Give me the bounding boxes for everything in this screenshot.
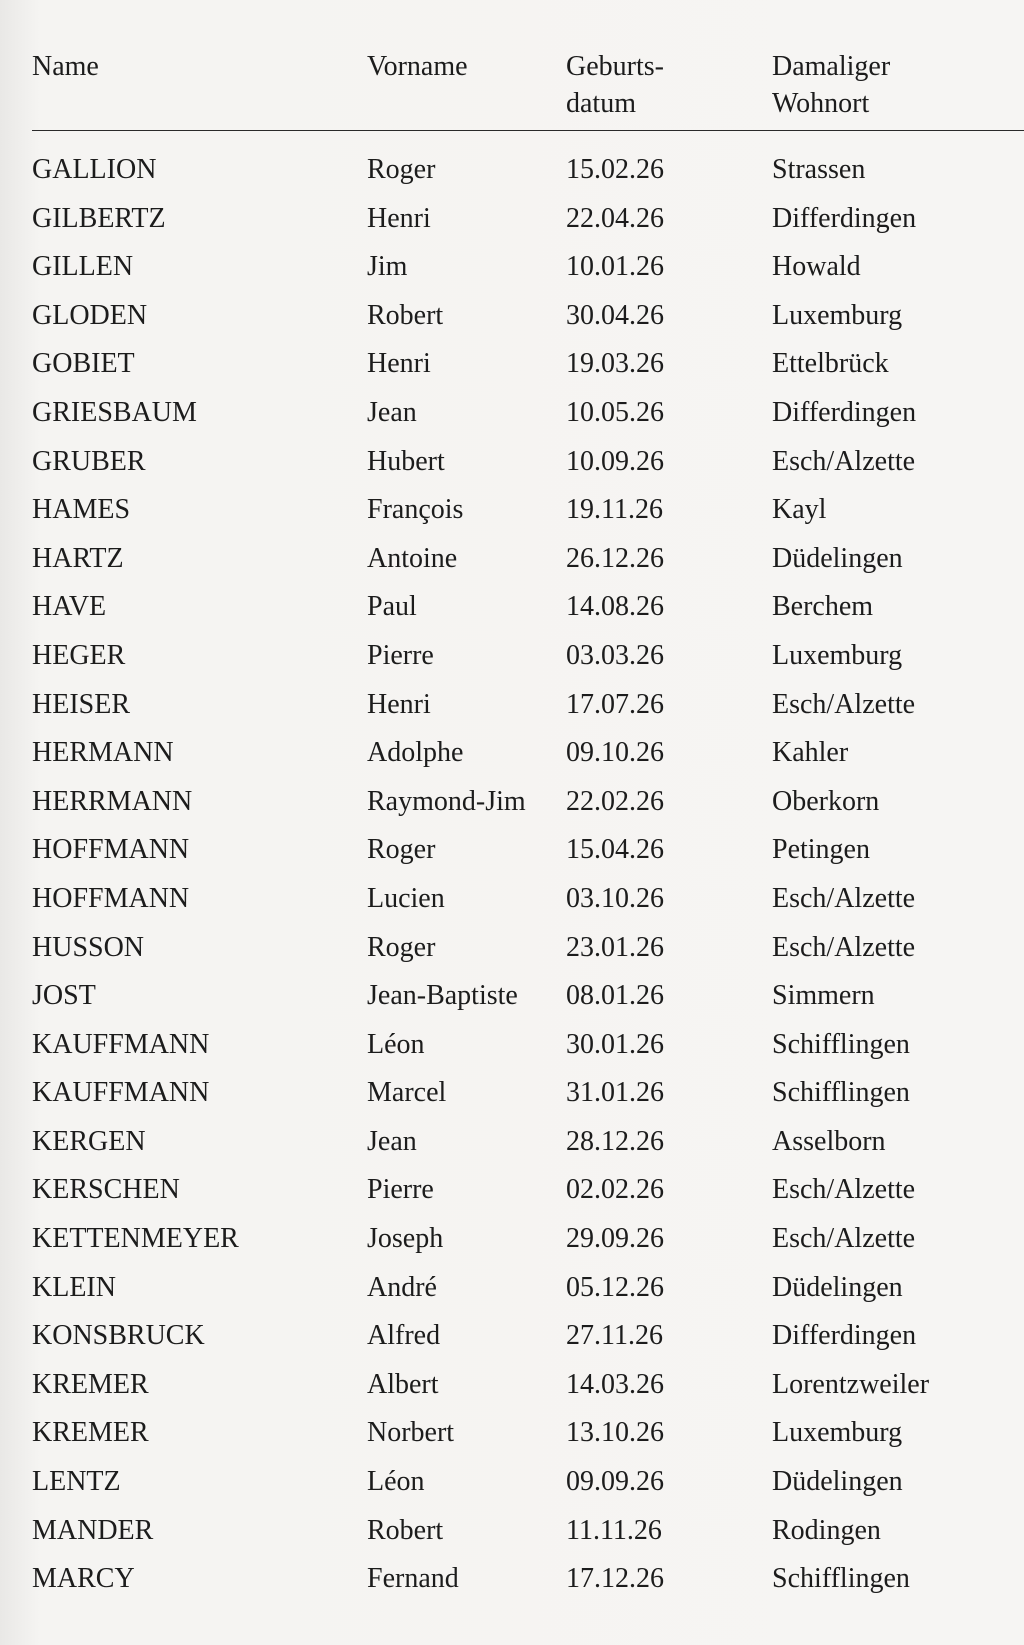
cell-name: GOBIET	[32, 348, 135, 380]
header-residence-line1: Damaliger	[772, 51, 891, 82]
header-birth-line1: Geburts-	[566, 51, 664, 82]
table-row	[32, 639, 1024, 688]
cell-residence: Kahler	[772, 737, 849, 769]
cell-name: HOFFMANN	[32, 882, 190, 914]
table-row	[32, 931, 1024, 980]
cell-first-name: Robert	[367, 1514, 444, 1546]
cell-name: KERSCHEN	[32, 1174, 180, 1206]
cell-name: GALLION	[32, 154, 157, 185]
cell-residence: Howald	[772, 251, 861, 283]
table-row	[32, 542, 1024, 591]
table-row	[32, 1416, 1024, 1465]
cell-name: GILLEN	[32, 251, 134, 283]
table-row	[32, 202, 1024, 251]
table-row	[32, 299, 1024, 348]
cell-residence: Luxemburg	[772, 1417, 903, 1449]
cell-birth-date: 29.09.26	[566, 1223, 664, 1255]
cell-first-name: Antoine	[367, 542, 458, 574]
cell-residence: Luxemburg	[772, 299, 903, 331]
table-row	[32, 882, 1024, 931]
cell-first-name: Norbert	[367, 1417, 455, 1449]
cell-first-name: Pierre	[367, 1174, 434, 1206]
cell-first-name: Fernand	[367, 1563, 459, 1595]
cell-birth-date: 03.10.26	[566, 882, 664, 914]
cell-name: HERMANN	[32, 737, 174, 769]
cell-first-name: Roger	[367, 931, 436, 963]
cell-birth-date: 15.04.26	[566, 834, 664, 866]
cell-first-name: Jean	[367, 1125, 417, 1157]
cell-birth-date: 02.02.26	[566, 1174, 664, 1206]
cell-name: GRUBER	[32, 445, 146, 477]
cell-name: KREMER	[32, 1417, 149, 1449]
table-header	[32, 48, 1024, 128]
table-body	[32, 153, 1024, 1611]
cell-first-name: Paul	[367, 591, 417, 623]
table-row	[32, 1271, 1024, 1320]
table-row	[32, 1028, 1024, 1077]
cell-name: KREMER	[32, 1368, 149, 1400]
cell-first-name: Adolphe	[367, 737, 464, 769]
cell-residence: Schifflingen	[772, 1028, 910, 1060]
cell-birth-date: 10.05.26	[566, 396, 664, 428]
cell-first-name: Roger	[367, 154, 436, 185]
cell-name: HUSSON	[32, 931, 145, 963]
cell-birth-date: 30.04.26	[566, 299, 664, 331]
table-row	[32, 590, 1024, 639]
cell-birth-date: 30.01.26	[566, 1028, 664, 1060]
cell-birth-date: 26.12.26	[566, 542, 664, 574]
cell-residence: Esch/Alzette	[772, 445, 916, 477]
cell-birth-date: 10.09.26	[566, 445, 664, 477]
cell-first-name: Albert	[367, 1368, 439, 1400]
table-row	[32, 250, 1024, 299]
cell-residence: Asselborn	[772, 1125, 886, 1157]
cell-birth-date: 17.12.26	[566, 1563, 664, 1595]
cell-name: GLODEN	[32, 299, 148, 331]
cell-first-name: Jean-Baptiste	[367, 980, 518, 1012]
header-residence-line2: Wohnort	[772, 88, 870, 119]
table-row	[32, 1076, 1024, 1125]
cell-first-name: Pierre	[367, 639, 434, 671]
cell-first-name: Jean	[367, 396, 417, 428]
cell-name: KETTENMEYER	[32, 1223, 239, 1255]
cell-residence: Oberkorn	[772, 785, 880, 817]
table-row	[32, 1319, 1024, 1368]
cell-name: HEGER	[32, 639, 126, 671]
cell-first-name: Roger	[367, 834, 436, 866]
cell-residence: Schifflingen	[772, 1077, 910, 1109]
cell-first-name: Léon	[367, 1466, 425, 1498]
table-row	[32, 1368, 1024, 1417]
header-divider	[32, 130, 1024, 131]
cell-birth-date: 14.08.26	[566, 591, 664, 623]
cell-first-name: Henri	[367, 348, 431, 380]
cell-name: HERRMANN	[32, 785, 193, 817]
header-birth-date	[566, 48, 664, 122]
table-row	[32, 736, 1024, 785]
cell-first-name: Hubert	[367, 445, 445, 477]
table-row	[32, 785, 1024, 834]
cell-birth-date: 08.01.26	[566, 980, 664, 1012]
cell-birth-date: 28.12.26	[566, 1125, 664, 1157]
table-row	[32, 1514, 1024, 1563]
cell-residence: Düdelingen	[772, 1466, 903, 1498]
table-row	[32, 979, 1024, 1028]
cell-first-name: Henri	[367, 688, 431, 720]
cell-birth-date: 22.04.26	[566, 202, 664, 234]
table-row	[32, 1125, 1024, 1174]
cell-first-name: Jim	[367, 251, 408, 283]
cell-birth-date: 03.03.26	[566, 639, 664, 671]
cell-residence: Luxemburg	[772, 639, 903, 671]
cell-residence: Differdingen	[772, 202, 917, 234]
cell-residence: Kayl	[772, 494, 827, 526]
cell-residence: Esch/Alzette	[772, 688, 916, 720]
cell-residence: Lorentzweiler	[772, 1368, 930, 1400]
cell-residence: Düdelingen	[772, 1271, 903, 1303]
header-name	[32, 48, 99, 85]
cell-name: HARTZ	[32, 542, 124, 574]
table-row	[32, 1465, 1024, 1514]
cell-birth-date: 09.10.26	[566, 737, 664, 769]
cell-name: LENTZ	[32, 1466, 121, 1498]
table-row	[32, 493, 1024, 542]
cell-residence: Esch/Alzette	[772, 931, 916, 963]
cell-first-name: Lucien	[367, 882, 445, 914]
cell-first-name: François	[367, 494, 464, 526]
cell-birth-date: 22.02.26	[566, 785, 664, 817]
cell-name: GRIESBAUM	[32, 396, 197, 428]
cell-name: MARCY	[32, 1563, 135, 1595]
cell-birth-date: 15.02.26	[566, 154, 664, 185]
cell-residence: Differdingen	[772, 1320, 917, 1352]
header-first-name-label: Vorname	[367, 51, 468, 82]
cell-birth-date: 10.01.26	[566, 251, 664, 283]
table-row	[32, 347, 1024, 396]
cell-first-name: Léon	[367, 1028, 425, 1060]
cell-first-name: Alfred	[367, 1320, 441, 1352]
cell-residence: Esch/Alzette	[772, 882, 916, 914]
cell-name: JOST	[32, 980, 96, 1012]
cell-residence: Berchem	[772, 591, 874, 623]
cell-name: KAUFFMANN	[32, 1077, 210, 1109]
table-row	[32, 1562, 1024, 1611]
cell-first-name: Marcel	[367, 1077, 447, 1109]
cell-first-name: Robert	[367, 299, 444, 331]
cell-residence: Ettelbrück	[772, 348, 889, 380]
table-row	[32, 445, 1024, 494]
table-row	[32, 1173, 1024, 1222]
header-birth-line2: datum	[566, 88, 636, 119]
table-row	[32, 153, 1024, 202]
header-name-label: Name	[32, 51, 99, 82]
cell-residence: Düdelingen	[772, 542, 903, 574]
cell-first-name: André	[367, 1271, 437, 1303]
cell-birth-date: 05.12.26	[566, 1271, 664, 1303]
cell-residence: Rodingen	[772, 1514, 881, 1546]
cell-name: KERGEN	[32, 1125, 146, 1157]
cell-residence: Differdingen	[772, 396, 917, 428]
cell-name: GILBERTZ	[32, 202, 166, 234]
cell-residence: Esch/Alzette	[772, 1174, 916, 1206]
cell-residence: Esch/Alzette	[772, 1223, 916, 1255]
table-row	[32, 396, 1024, 445]
cell-residence: Simmern	[772, 980, 875, 1012]
cell-birth-date: 19.03.26	[566, 348, 664, 380]
cell-first-name: Raymond-Jim	[367, 785, 526, 817]
cell-birth-date: 09.09.26	[566, 1466, 664, 1498]
table-row	[32, 833, 1024, 882]
header-residence	[772, 48, 890, 122]
header-first-name	[367, 48, 468, 85]
cell-birth-date: 14.03.26	[566, 1368, 664, 1400]
cell-name: KAUFFMANN	[32, 1028, 210, 1060]
cell-name: MANDER	[32, 1514, 154, 1546]
cell-residence: Strassen	[772, 154, 866, 185]
cell-name: HEISER	[32, 688, 130, 720]
cell-birth-date: 23.01.26	[566, 931, 664, 963]
cell-residence: Schifflingen	[772, 1563, 910, 1595]
cell-birth-date: 19.11.26	[566, 494, 663, 526]
cell-birth-date: 17.07.26	[566, 688, 664, 720]
cell-name: HAVE	[32, 591, 107, 623]
cell-birth-date: 27.11.26	[566, 1320, 663, 1352]
table-row	[32, 688, 1024, 737]
cell-name: HOFFMANN	[32, 834, 190, 866]
table-row	[32, 1222, 1024, 1271]
cell-first-name: Joseph	[367, 1223, 444, 1255]
cell-name: KONSBRUCK	[32, 1320, 205, 1352]
cell-birth-date: 13.10.26	[566, 1417, 664, 1449]
cell-name: HAMES	[32, 494, 131, 526]
cell-first-name: Henri	[367, 202, 431, 234]
cell-birth-date: 11.11.26	[566, 1514, 662, 1546]
cell-birth-date: 31.01.26	[566, 1077, 664, 1109]
cell-name: KLEIN	[32, 1271, 116, 1303]
cell-residence: Petingen	[772, 834, 870, 866]
